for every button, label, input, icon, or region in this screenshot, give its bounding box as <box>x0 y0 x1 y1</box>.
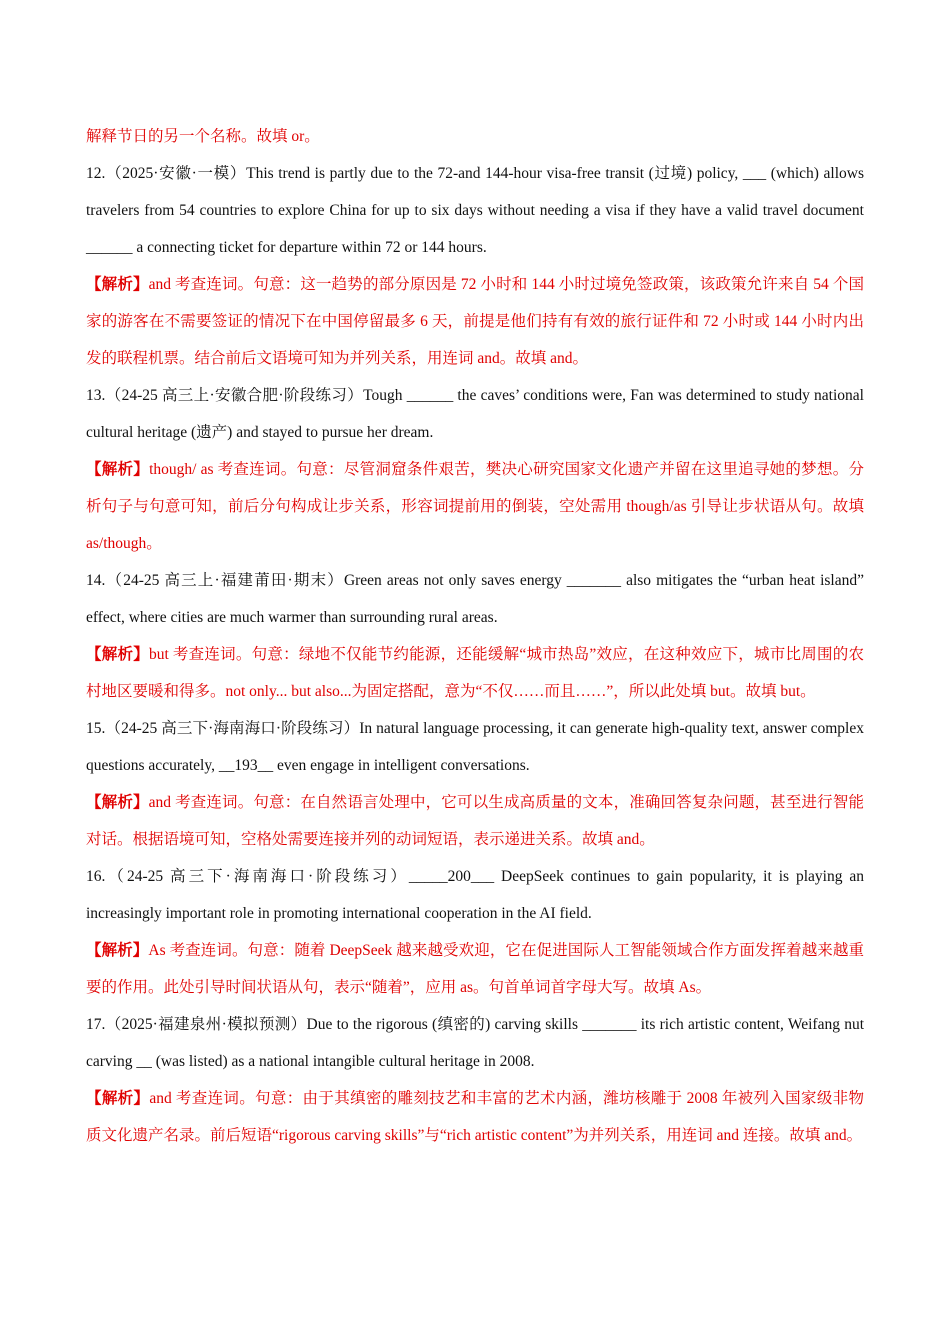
analysis-text: and 考查连词。句意：在自然语言处理中，它可以生成高质量的文本，准确回答复杂问题，甚至进行智能对话。根据语境可知，空格处需要连接并列的动词短语，表示递进关系。故填 and。 <box>86 794 864 848</box>
question-17 <box>86 1006 864 1080</box>
question-source: （24-25 高三上·福建莆田·期末） <box>105 572 344 589</box>
question-source: （24-25 高三下·海南海口·阶段练习） <box>105 720 360 737</box>
question-source: （24-25 高三上·安徽合肥·阶段练习） <box>105 387 364 404</box>
document-content <box>86 118 864 1154</box>
question-source: （24-25 高三下·海南海口·阶段练习） <box>105 868 409 885</box>
question-number: 12. <box>86 165 106 182</box>
question-12 <box>86 155 864 266</box>
analysis-16 <box>86 932 864 1006</box>
question-14 <box>86 562 864 636</box>
analysis-label: 【解析】 <box>86 646 149 663</box>
question-15 <box>86 710 864 784</box>
analysis-text: though/ as 考查连词。句意：尽管洞窟条件艰苦，樊决心研究国家文化遗产并留在这里追寻她的梦想。分析句子与句意可知，前后分句构成让步关系，形容词提前用的倒装，空处需用 though/as 引导让步状语从句。故填 as/though。 <box>86 461 864 552</box>
question-number: 14. <box>86 572 106 589</box>
answer-blank: _____200___ <box>408 868 495 885</box>
analysis-text: As 考查连词。句意：随着 DeepSeek 越来越受欢迎，它在促进国际人工智能领域合作方面发挥着越来越重要的作用。此处引导时间状语从句，表示“随着”，应用 as。句首单词首字母大写。故填 As。 <box>86 942 864 996</box>
analysis-15 <box>86 784 864 858</box>
answer-blank: __193__ <box>218 757 274 774</box>
intro-analysis-continuation: 解释节日的另一个名称。故填 or。 <box>86 128 320 145</box>
analysis-12 <box>86 266 864 377</box>
question-number: 13. <box>86 387 106 404</box>
analysis-label: 【解析】 <box>86 1090 150 1107</box>
question-number: 15. <box>86 720 106 737</box>
analysis-label: 【解析】 <box>86 942 149 959</box>
question-text-cont: DeepSeek continues to gain popularity, it is playing an increasingly important role in promoting international cooperation in the AI field. <box>86 868 864 922</box>
analysis-label: 【解析】 <box>86 794 149 811</box>
analysis-label: 【解析】 <box>86 276 149 293</box>
question-source: （2025·安徽·一模） <box>105 165 247 182</box>
question-13 <box>86 377 864 451</box>
analysis-text: and 考查连词。句意：这一趋势的部分原因是 72 小时和 144 小时过境免签政策，该政策允许来自 54 个国家的游客在不需要签证的情况下在中国停留最多 6 天，前提是他们持有有效的旅行证件和 72 小时或 144 小时内出发的联程机票。结合前后文语境可知为并列关系，用连词 and。故填 and。 <box>86 276 864 367</box>
analysis-17 <box>86 1080 864 1154</box>
analysis-14 <box>86 636 864 710</box>
question-number: 16. <box>86 868 106 885</box>
question-source: （2025·福建泉州·模拟预测） <box>105 1016 307 1033</box>
question-text: This trend is partly due to the 72-and 144-hour visa-free transit (过境) policy, ___ (which) allows travelers from 54 countries to explore China for up to six days without needing a visa if they have a valid travel document ______ a connecting ticket for departure within 72 or 144 hours. <box>86 165 864 256</box>
analysis-text: and 考查连词。句意：由于其缜密的雕刻技艺和丰富的艺术内涵，潍坊核雕于 2008 年被列入国家级非物质文化遗产名录。前后短语“rigorous carving skills”与“rich artistic content”为并列关系，用连词 and 连接。故填 and。 <box>86 1090 864 1144</box>
question-text: Due to the rigorous (缜密的) carving skills _______ its rich artistic content, Weifang nut carving __ (was listed) as a national intangible cultural heritage in 2008. <box>86 1016 864 1070</box>
question-text: In natural language processing, it can generate high-quality text, answer complex questions accurately, <box>86 720 864 774</box>
question-text-cont: even engage in intelligent conversations. <box>273 757 530 774</box>
question-number: 17. <box>86 1016 106 1033</box>
analysis-13 <box>86 451 864 562</box>
analysis-label: 【解析】 <box>86 461 150 478</box>
question-text: Tough ______ the caves’ conditions were, Fan was determined to study national cultural heritage (遗产) and stayed to pursue her dream. <box>86 387 864 441</box>
question-text: Green areas not only saves energy _______ also mitigates the “urban heat island” effect, where cities are much warmer than surrounding rural areas. <box>86 572 864 626</box>
analysis-text: but 考查连词。句意：绿地不仅能节约能源，还能缓解“城市热岛”效应，在这种效应下，城市比周围的农村地区要暖和得多。not only... but also...为固定搭配，意为“不仅……而且……”，所以此处填 but。故填 but。 <box>86 646 864 700</box>
question-16 <box>86 858 864 932</box>
